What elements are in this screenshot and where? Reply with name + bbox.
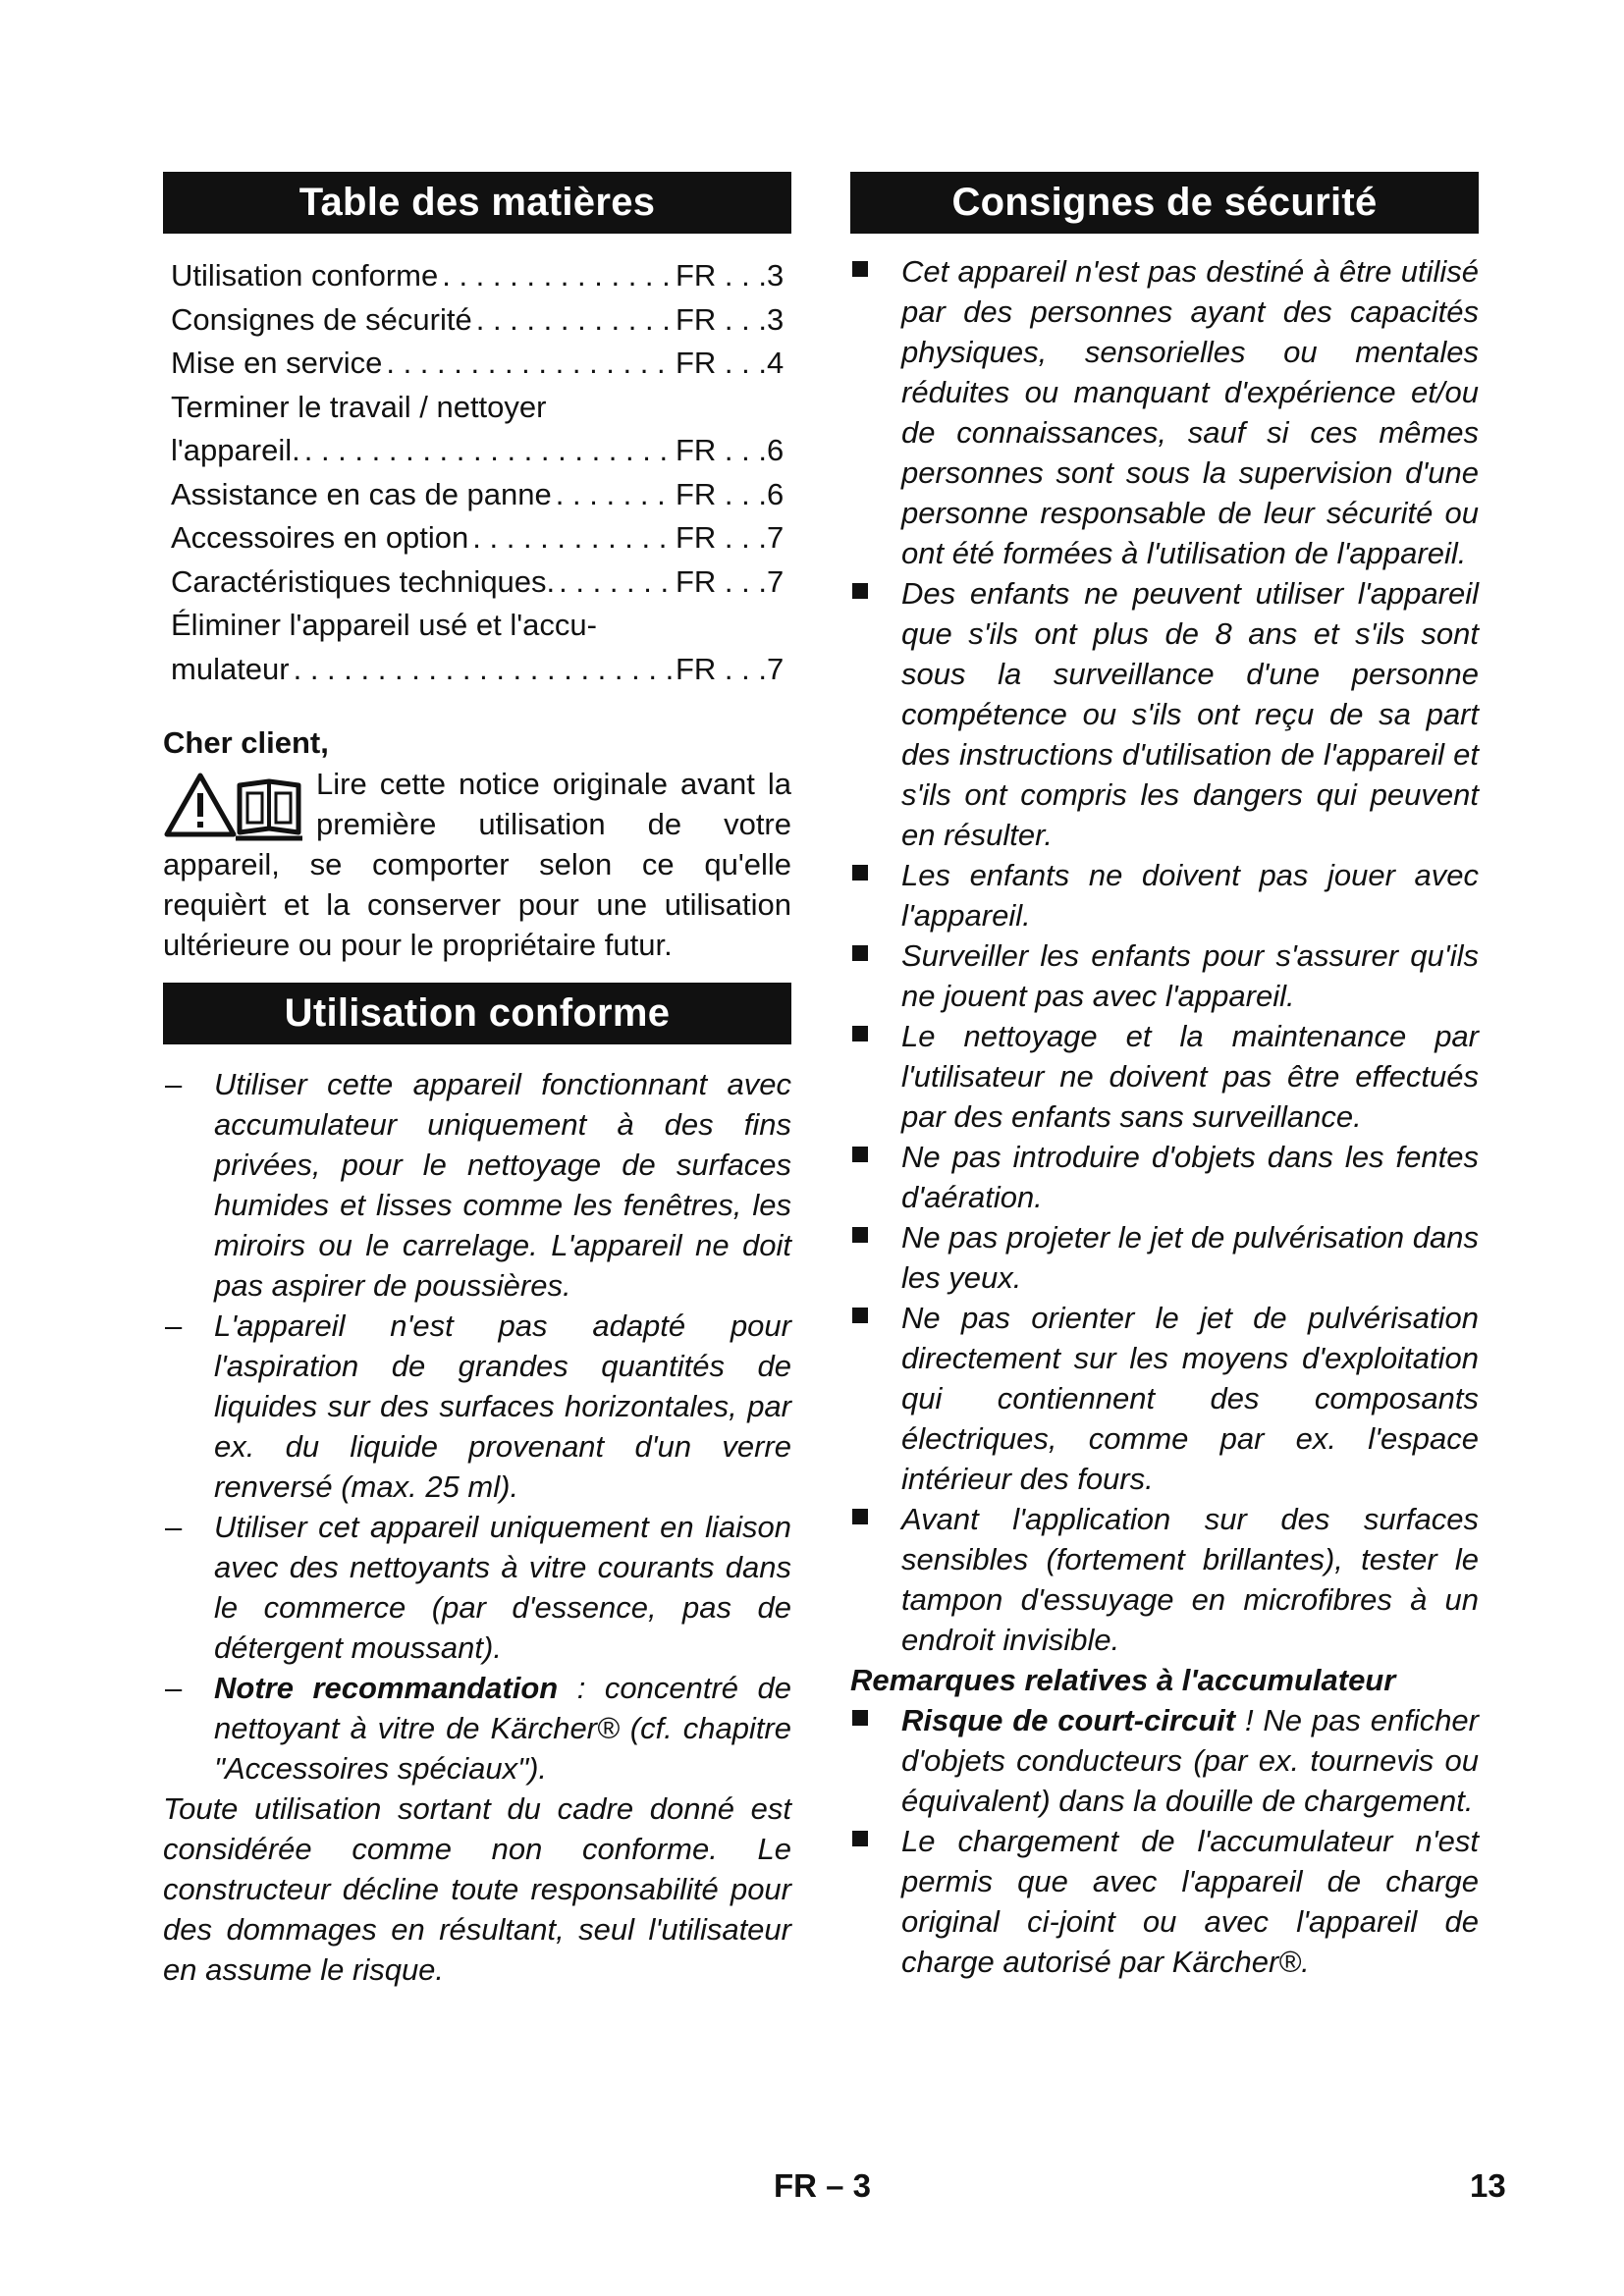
- toc-entry-label: Caractéristiques techniques.: [171, 563, 556, 599]
- toc-entry[interactable]: [163, 429, 791, 473]
- list-item: [850, 1137, 1479, 1217]
- list-item-text: Cet appareil n'est pas destiné à être utilisé par des personnes ayant des capacités physiques, sensorielles ou mentales réduites ou manquant d'expérience et/ou de connaissances, sauf si ces mêmes personnes sont sous la supervision d'une personne responsable de leur sécurité ou ont été formées à l'utilisation de l'appareil.: [901, 254, 1479, 570]
- list-item-text: Utiliser cette appareil fonctionnant avec accumulateur uniquement à des fins privées, pour le nettoyage de surfaces humides et lisses comme les fenêtres, les miroirs ou le carrelage. L'appareil ne doit pas aspirer de poussières.: [214, 1067, 791, 1303]
- toc-entry[interactable]: [163, 342, 791, 386]
- list-item: [850, 935, 1479, 1016]
- list-item-text: ! Ne pas enficher d'objets conducteurs (par ex. tournevis ou équivalent) dans la douille de chargement.: [901, 1703, 1480, 1818]
- list-item: [163, 1064, 791, 1306]
- list-item-text: Les enfants ne doivent pas jouer avec l'appareil.: [901, 858, 1479, 933]
- list-item: [850, 1821, 1479, 1982]
- manual-book-icon: [236, 781, 302, 838]
- toc-leader: [304, 429, 672, 473]
- recommendation-label: Notre recommandation: [214, 1671, 559, 1705]
- list-item-text: Ne pas orienter le jet de pulvérisation directement sur les moyens d'exploitation qui contiennent des composants électriques, comme par ex. l'espace intérieur des fours.: [901, 1301, 1479, 1496]
- safety-title: Consignes de sécurité: [850, 172, 1479, 234]
- toc-entry-line1: Terminer le travail / nettoyer: [171, 389, 547, 424]
- list-item: [163, 1306, 791, 1507]
- square-bullet-icon: [852, 1308, 868, 1323]
- toc-leader: [442, 254, 672, 298]
- toc-entry-label: l'appareil.: [171, 433, 300, 467]
- dash-marker: –: [165, 1671, 183, 1705]
- warning-manual-icons: [163, 764, 310, 842]
- battery-heading: Remarques relatives à l'accumulateur: [850, 1663, 1396, 1697]
- safety-list: [850, 251, 1479, 1982]
- toc-entry-ref: FR . . .6: [676, 476, 785, 511]
- toc-entry[interactable]: [163, 298, 791, 343]
- list-item-text: L'appareil n'est pas adapté pour l'aspiration de grandes quantités de liquides sur des surfaces horizontales, par ex. du liquide provenant d'un verre renversé (max. 25 ml).: [214, 1308, 791, 1504]
- toc-entry-label: Assistance en cas de panne: [171, 476, 552, 511]
- square-bullet-icon: [852, 1147, 868, 1162]
- list-item-text: Avant l'application sur des surfaces sensibles (fortement brillantes), tester le tampon d'essuyage en microfibres à un endroit invisible.: [901, 1502, 1479, 1657]
- toc-entry-ref: FR . . .4: [676, 346, 785, 380]
- square-bullet-icon: [852, 865, 868, 881]
- square-bullet-icon: [852, 1710, 868, 1726]
- toc-entry-ref: FR . . .7: [676, 651, 785, 686]
- list-item-text: Surveiller les enfants pour s'assurer qu'ils ne jouent pas avec l'appareil.: [901, 938, 1479, 1013]
- warning-label: Risque de court-circuit: [901, 1703, 1236, 1737]
- list-item-text: Ne pas introduire d'objets dans les fentes d'aération.: [901, 1140, 1479, 1214]
- list-item: [850, 1499, 1479, 1660]
- toc-leader: [556, 473, 672, 517]
- list-item: [850, 251, 1479, 573]
- dash-marker: –: [165, 1067, 183, 1101]
- square-bullet-icon: [852, 1026, 868, 1041]
- toc-entry-ref: FR . . .3: [676, 301, 785, 337]
- warning-triangle-icon: [167, 775, 234, 834]
- toc-entry-label: Mise en service: [171, 346, 383, 380]
- square-bullet-icon: [852, 583, 868, 599]
- square-bullet-icon: [852, 1509, 868, 1524]
- toc-leader: [386, 342, 672, 386]
- toc-leader: [559, 561, 672, 605]
- list-item: [850, 573, 1479, 855]
- right-column: [850, 172, 1479, 1982]
- dash-marker: –: [165, 1510, 183, 1544]
- list-item-text: Des enfants ne peuvent utiliser l'appareil que s'ils ont plus de 8 ans et s'ils sont sous la surveillance d'une personne compétence ou s'ils ont reçu de sa part des instructions d'utilisation de l'appareil et s'ils ont compris les dangers qui peuvent en résulter.: [901, 576, 1479, 852]
- toc-entry-label: Utilisation conforme: [171, 258, 439, 293]
- toc-entry-ref: FR . . .3: [676, 258, 785, 293]
- dear-customer-heading: Cher client,: [163, 725, 329, 760]
- square-bullet-icon: [852, 1227, 868, 1243]
- toc-entry-label: Consignes de sécurité: [171, 301, 472, 337]
- toc-entry[interactable]: [163, 516, 791, 561]
- intended-use-title: Utilisation conforme: [163, 983, 791, 1044]
- list-item: [850, 1298, 1479, 1499]
- list-item: [163, 1668, 791, 1789]
- list-item: [163, 1507, 791, 1668]
- toc-entry[interactable]: [163, 473, 791, 517]
- toc-leader: [472, 516, 672, 561]
- list-item-text: Ne pas projeter le jet de pulvérisation dans les yeux.: [901, 1220, 1479, 1295]
- toc-leader: [476, 298, 672, 343]
- list-item: [850, 1700, 1479, 1821]
- toc-entry[interactable]: [163, 648, 791, 692]
- toc-entry-label: Accessoires en option: [171, 520, 469, 555]
- square-bullet-icon: [852, 945, 868, 961]
- toc-entry-line1: Éliminer l'appareil usé et l'accu-: [171, 608, 597, 642]
- list-item-text: Le nettoyage et la maintenance par l'utilisateur ne doivent pas être effectués par des enfants sans surveillance.: [901, 1019, 1479, 1134]
- list-item-text: Utiliser cet appareil uniquement en liaison avec des nettoyants à vitre courants dans le commerce (par d'essence, pas de détergent moussant).: [214, 1510, 791, 1665]
- square-bullet-icon: [852, 1831, 868, 1846]
- list-item: [850, 1016, 1479, 1137]
- intended-use-list: [163, 1064, 791, 1789]
- toc-entry[interactable]: [163, 254, 791, 298]
- list-item: [850, 1217, 1479, 1298]
- toc-entry-label: mulateur: [171, 651, 290, 686]
- list-item: [850, 855, 1479, 935]
- footer-section-label: FR – 3: [774, 2167, 872, 2204]
- toc-entry-ref: FR . . .6: [676, 433, 785, 467]
- square-bullet-icon: [852, 261, 868, 277]
- toc-entry-ref: FR . . .7: [676, 563, 785, 599]
- list-item-text: Le chargement de l'accumulateur n'est permis que avec l'appareil de charge original ci-joint ou avec l'appareil de charge autorisé par Kärcher®.: [901, 1824, 1479, 1979]
- dear-customer-text: Lire cette notice originale avant la première utilisation de votre appareil, se comporter selon ce qu'elle requièrt et la conserver pour une utilisation ultérieure ou pour le propriétaire futur.: [163, 767, 791, 962]
- toc-entry[interactable]: [163, 561, 791, 605]
- toc-title: Table des matières: [163, 172, 791, 234]
- left-column: [163, 172, 791, 1990]
- intended-use-closing: Toute utilisation sortant du cadre donné est considérée comme non conforme. Le constructeur décline toute responsabilité pour des dommages en résultant, seul l'utilisateur en assume le risque.: [163, 1791, 791, 1987]
- recommendation-text: : concentré de nettoyant à vitre de Kärcher® (cf. chapitre "Accessoires spéciaux").: [214, 1671, 791, 1786]
- toc-entry-ref: FR . . .7: [676, 520, 785, 555]
- dash-marker: –: [165, 1308, 183, 1343]
- dear-customer-block: [163, 764, 791, 965]
- table-of-contents: [163, 254, 791, 691]
- toc-leader: [294, 648, 672, 692]
- page-number: 13: [1470, 2167, 1506, 2204]
